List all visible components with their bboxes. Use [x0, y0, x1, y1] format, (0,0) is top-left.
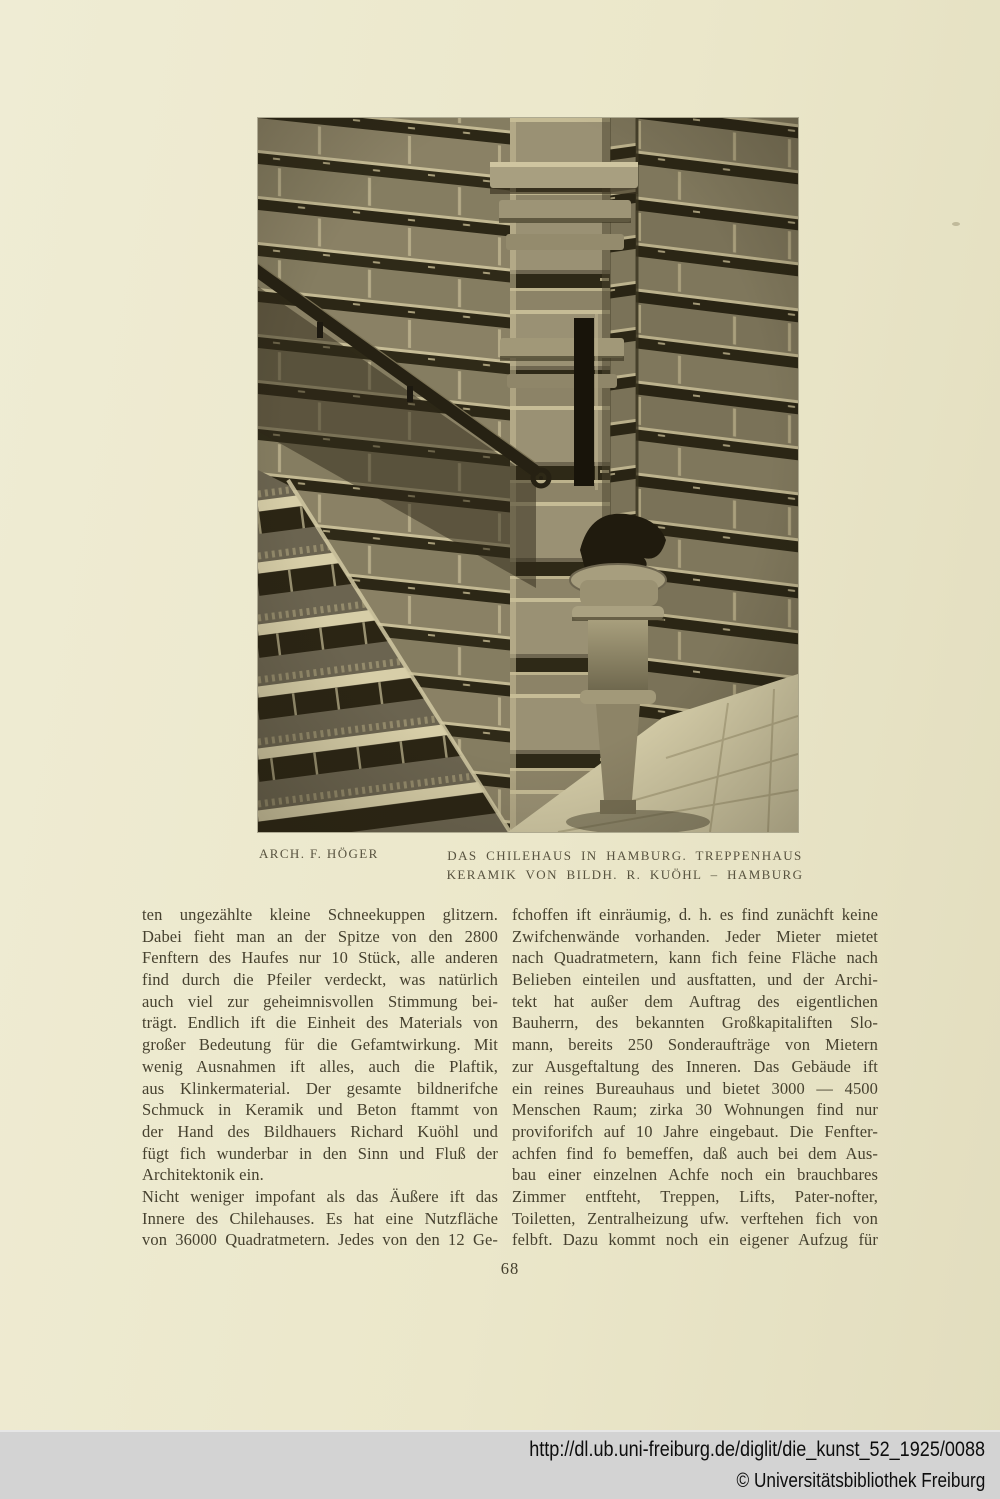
text-line: Dabei fieht man an der Spitze von den 2800 [142, 926, 498, 946]
text-line: ten ungezählte kleine Schneekuppen glitzern. [142, 905, 498, 924]
source-url[interactable]: http://dl.ub.uni-freiburg.de/diglit/die_kunst_52_1925/0088 [529, 1438, 985, 1461]
text-line: Architektonik ein. [142, 1165, 264, 1185]
text-line: Zwifchenwände vorhanden. Jeder Mieter mietet [512, 926, 878, 946]
copyright-notice: © Universitätsbibliothek Freiburg [736, 1470, 985, 1492]
text-line: der Hand des Bildhauers Richard Kuöhl und [142, 1121, 498, 1141]
photo-vignette [258, 118, 798, 832]
text-line: zur Ausgeftaltung des Inneren. Das Gebäude ift [512, 1056, 878, 1076]
text-line: Fenftern des Haufes nur 10 Stück, alle anderen [142, 948, 498, 968]
text-column-left [142, 904, 498, 1251]
text-line: bau einer einzelnen Achfe noch ein brauchbares [512, 1165, 878, 1185]
text-line: Zimmer entfteht, Treppen, Lifts, Pater-nofter, [512, 1186, 878, 1206]
text-line: ein reines Bureauhaus und bietet 3000 — 4500 [512, 1078, 878, 1098]
text-line: Menschen Raum; zirka 30 Wohnungen find nur [512, 1100, 878, 1120]
text-line: Toiletten, Zentralheizung ufw. verftehen fich von [512, 1208, 878, 1228]
text-line: fügt fich wunderbar in den Sinn und Fluß der [142, 1143, 498, 1163]
paper-blemish [952, 222, 960, 226]
text-line: proviforifch auf 10 Jahre eingebaut. Die Fenfter- [512, 1121, 878, 1141]
text-line: wenig Ausnahmen ift alles, auch die Plaftik, [142, 1056, 498, 1076]
text-line: fchoffen ift einräumig, d. h. es find zunächft keine [512, 905, 878, 924]
text-line: Innere des Chilehauses. Es hat eine Nutzfläche [142, 1208, 498, 1228]
text-line: auch viel zur geheimnisvollen Stimmung bei- [142, 991, 498, 1011]
text-line: felbft. Dazu kommt noch ein eigener Aufzug für [512, 1230, 878, 1250]
text-line: von 36000 Quadratmetern. Jedes von den 12 Ge- [142, 1230, 498, 1250]
text-line: Schmuck in Keramik und Beton ftammt von [142, 1100, 498, 1120]
caption-title-line1: DAS CHILEHAUS IN HAMBURG. TREPPENHAUS [447, 848, 803, 863]
text-line: trägt. Endlich ift die Einheit des Materials von [142, 1013, 498, 1033]
text-line: aus Klinkermaterial. Der gesamte bildnerifche [142, 1078, 498, 1098]
text-line: achfen find fo bemeffen, daß auch bei dem Aus- [512, 1143, 878, 1163]
caption-title-line2: KERAMIK VON BILDH. R. KUÖHL – HAMBURG [446, 867, 804, 882]
photograph-staircase [258, 118, 798, 832]
text-line: Bauherrn, des bekannten Großkapitaliften Slo- [512, 1013, 878, 1033]
text-column-right [512, 904, 878, 1251]
text-line: Nicht weniger impofant als das Äußere ift das [142, 1186, 498, 1206]
text-line: nach Quadratmetern, kann fich feine Fläche nach [512, 948, 878, 968]
text-line: großer Bedeutung für die Gefamtwirkung. Mit [142, 1035, 498, 1055]
footer-bar [0, 1430, 1000, 1499]
text-line: mann, bereits 250 Sonderaufträge von Mietern [512, 1035, 878, 1055]
staircase-photo-graphic [258, 118, 798, 832]
text-line: Belieben einteilen und ausftatten, und der Archi- [512, 970, 878, 990]
page-number: 68 [500, 1259, 520, 1278]
caption-architect: ARCH. F. HÖGER [259, 846, 379, 861]
caption-title [430, 846, 820, 884]
text-line: find durch die Pfeiler verdeckt, was natürlich [142, 970, 498, 990]
text-line: tekt hat außer dem Auftrag des eigentlichen [512, 991, 878, 1011]
